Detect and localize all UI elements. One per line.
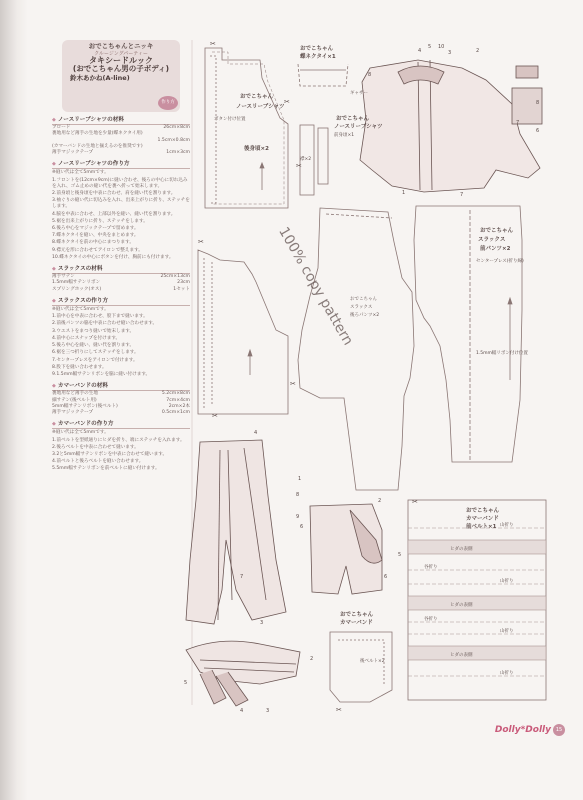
mountain-fold-2: 山折り	[500, 579, 514, 584]
shirt-front-strip	[318, 128, 328, 184]
shirt-front-label-2: ノースリーブシャツ	[334, 124, 383, 130]
slacks-materials-heading: ◆ スラックスの材料	[52, 266, 190, 274]
shirt-front-part: 前身頃×1	[334, 133, 355, 138]
pants-callout: 9	[296, 514, 300, 520]
instruction-step: 6.裾を三つ折りにしてステッチをします。	[52, 350, 139, 356]
belt-callout: 4	[240, 708, 244, 714]
main-subtitle: (おでこちゃん男の子ボディ)	[72, 63, 170, 73]
shirt-back-label-3: 後身頃×2	[244, 146, 269, 152]
cummerbund-front-label-2: カマーバンド	[466, 516, 499, 522]
shorts-illustration	[310, 504, 382, 594]
series-title: おでこちゃんとニッキ	[88, 42, 154, 50]
cummerbund-back-part: 後ベルト×2	[360, 659, 385, 664]
material-size: 26cm×8cm	[163, 125, 190, 131]
mountain-fold-1: 山折り	[500, 523, 514, 528]
shirt-back-pattern	[205, 48, 288, 208]
gather-label: ギャザー	[350, 91, 368, 96]
cummerbund-how-heading: ◆ カマーバンドの作り方	[52, 421, 190, 429]
main-title: タキシードルック	[89, 56, 153, 66]
shirt-callout: 8	[536, 100, 540, 106]
cummerbund-back-pattern	[330, 632, 392, 702]
material-size: 0.5cm×1cm	[161, 409, 190, 415]
shirt-callout: 4	[418, 48, 422, 54]
pleat-label-3: ヒダの表側	[450, 653, 473, 658]
material-size: 5.2cm×8cm	[161, 391, 190, 397]
scissors-icon: ✂	[212, 412, 218, 420]
belt-callout: 3	[266, 708, 270, 714]
bowtie-label-1: おでこちゃん	[300, 46, 333, 52]
slacks-back-name: おでこちゃん	[350, 297, 377, 302]
material-name: (カマーバンドの生地と揃えるのを推奨です)	[52, 143, 143, 149]
pants-callout: 7	[240, 574, 244, 580]
material-name: 1.5mm幅サテンリボン	[52, 280, 101, 286]
instruction-step: 9.襟元を形に合わせてアイロンで整えます。	[52, 247, 143, 253]
pants-callout: 4	[254, 430, 258, 436]
magazine-logo: Dolly*Dolly	[494, 725, 551, 735]
author: 鈴木あかね(A-line)	[70, 73, 130, 82]
cummerbund-back-label-2: カマーバンド	[340, 620, 373, 626]
instruction-step: 7.蝶ネクタイを縫い、中央をまとめます。	[52, 233, 139, 239]
material-size: 23cm	[177, 280, 190, 286]
tape-label: 襟×2	[300, 157, 312, 162]
material-name: 細サテン(後ベルト用)	[52, 397, 97, 403]
pants-callout: 6	[384, 574, 388, 580]
page-number: 15	[553, 724, 565, 736]
button-note: ボタン付け位置	[214, 117, 246, 122]
instruction-step: 1.前ベルトを型紙通りにヒダを折り、端にステッチを入れます。	[52, 437, 185, 443]
belt-callout: 3	[260, 620, 264, 626]
instruction-step: 3.2と5mm幅サテンリボンを中表に合わせて縫います。	[52, 451, 168, 457]
instruction-step: 8.蝶ネクタイを前の中心にまつります。	[52, 240, 134, 246]
instruction-step: 9.1.5mm幅サテンリボンを脇に縫い付けます。	[52, 371, 151, 377]
scissors-icon: ✂	[198, 238, 204, 246]
pleat-label-1: ヒダの表側	[450, 547, 473, 552]
pants-callout: 8	[296, 492, 300, 498]
how-to-badge: 作り方	[158, 96, 178, 110]
pants-callout: 2	[378, 498, 382, 504]
shirt-callout: 7	[516, 120, 520, 126]
pants-illustration	[186, 440, 286, 624]
scissors-icon: ✂	[284, 98, 290, 106]
instruction-step: 4.前ベルトと後ろベルトを縫い合わせます。	[52, 459, 144, 465]
slacks-back-label: 後ろパンツ×2	[350, 313, 380, 318]
slacks-back-pattern	[298, 208, 414, 490]
material-name: 5mm幅サテンリボン(後ベルト)	[52, 403, 118, 409]
shirt-callout: 7	[460, 192, 464, 198]
material-size: 1cm×3cm	[166, 150, 190, 156]
slacks-front-label-1: おでこちゃん	[480, 228, 513, 234]
shirt-callout: 6	[536, 128, 540, 134]
subtitle: クルージングパーティー	[94, 51, 148, 58]
material-size: 2cm×2本	[168, 403, 190, 409]
scissors-icon: ✂	[290, 380, 296, 388]
material-name: 裏地用など薄手の生地を少量(蝶ネクタイ用)	[52, 131, 143, 137]
mountain-fold-3: 山折り	[500, 629, 514, 634]
pants-callout: 1	[298, 476, 302, 482]
belt-callout: 5	[184, 680, 188, 686]
watermark: 100% copy pattern	[275, 224, 356, 349]
mountain-fold-4: 山折り	[500, 671, 514, 676]
instruction-step: 2.前後パンツの脇を中表に合わせ縫い合わせます。	[52, 321, 158, 327]
shirt-back-label-2: ノースリーブシャツ	[236, 104, 285, 110]
instruction-step: 10.蝶ネクタイの中心にボタンを付け、胸前にも付けます。	[52, 254, 174, 260]
instruction-step: 4.前中心にスナップを付けます。	[52, 335, 121, 341]
cummerbund-back-label-1: おでこちゃん	[340, 612, 373, 618]
bowtie-pattern	[298, 64, 348, 86]
material-name: ブロード	[52, 125, 71, 131]
ribbon-note: 1.5mm幅リボン付け位置	[476, 351, 528, 356]
shirt-how-heading: ◆ ノースリーブシャツの作り方	[52, 161, 190, 169]
material-name: 薄手サテン	[52, 274, 75, 280]
pants-callout: 5	[398, 552, 402, 558]
shirt-back-label-1: おでこちゃん	[240, 94, 273, 100]
instruction-step: 1.フロントを(12cm×9cm)に縫い合わせ、後ろの中心に切れ込みを入れ、ゴム止めの縫い代を裏へ折って始末します。	[52, 177, 188, 189]
material-size: 1.5cm×0.8cm	[157, 137, 190, 143]
instruction-step: 1.前中心を中表に合わせ、股下まで縫います。	[52, 314, 148, 320]
instruction-step: 5.後ろ中心を縫い、縫い代を割ります。	[52, 343, 135, 349]
shirt-callout: 5	[428, 44, 432, 50]
center-press-label: センタープレス(折り線)	[476, 259, 524, 264]
material-name: 薄手マジックテープ	[52, 409, 94, 415]
material-name: 薄手マジックテープ	[52, 150, 94, 156]
material-size: 1セット	[173, 286, 190, 292]
cummerbund-front-label-3: 前ベルト×1	[466, 524, 497, 530]
instruction-step: 2.後ろベルトを中表に合わせて縫います。	[52, 444, 139, 450]
instruction-step: 5.裾を出来上がりに折り、ステッチをします。	[52, 218, 148, 224]
slacks-front-pattern	[414, 206, 522, 462]
shirt-materials-heading: ◆ ノースリーブシャツの材料	[52, 117, 190, 125]
instruction-step: ※縫い代は全て5mmです。	[52, 307, 109, 313]
material-name: スプリングホック(オス)	[52, 286, 102, 292]
cummerbund-materials-heading: ◆ カマーバンドの材料	[52, 383, 190, 391]
pleat-label-2: ヒダの表側	[450, 603, 473, 608]
shirt-callout: 10	[438, 44, 445, 50]
scissors-icon: ✂	[210, 40, 216, 48]
slacks-how-heading: ◆ スラックスの作り方	[52, 298, 190, 306]
instruction-step: 6.後ろ中心をマジックテープで留めます。	[52, 226, 139, 232]
instruction-step: ※縫い代は全て5mmです。	[52, 430, 109, 436]
shirt-illustration	[360, 60, 540, 192]
instruction-step: 3.袖ぐりの縫い代に切込みを入れ、出来上がりに折り、ステッチをします。	[52, 198, 190, 210]
instruction-step: 8.股下を縫い合わせます。	[52, 364, 107, 370]
scissors-icon: ✂	[296, 162, 302, 170]
instruction-step: 2.前身頃と後身頃を中表に合わせ、肩を縫い代を割ります。	[52, 191, 176, 197]
shirt-callout: 2	[476, 48, 480, 54]
instruction-step: ※縫い代は全て5mmです。	[52, 170, 109, 176]
instruction-step: 5.5mm幅サテンリボンを前ベルトに縫い付けます。	[52, 466, 160, 472]
valley-fold-2: 谷折り	[424, 617, 438, 622]
belt-callout: 2	[310, 656, 314, 662]
cummerbund-illustration	[186, 641, 300, 706]
shirt-callout: 8	[368, 72, 372, 78]
bowtie-label-2: 蝶ネクタイ×1	[300, 54, 336, 60]
slacks-front-label-3: 前パンツ×2	[480, 246, 511, 252]
instruction-step: 4.脇を中表に合わせ、上部以外を縫い、縫い代を割ります。	[52, 211, 176, 217]
valley-fold-1: 谷折り	[424, 565, 438, 570]
material-name: 裏地用など薄手の生地	[52, 391, 98, 397]
material-size: 7cm×4cm	[166, 397, 190, 403]
shirt-front-label-1: おでこちゃん	[336, 116, 369, 122]
scissors-icon: ✂	[336, 706, 342, 714]
pants-callout: 6	[300, 524, 304, 530]
shirt-callout: 1	[402, 190, 406, 196]
material-size: 25cm×13cm	[160, 274, 190, 280]
scissors-icon: ✂	[412, 498, 418, 506]
instruction-step: 3.ウエストをまつり縫いで始末します。	[52, 328, 135, 334]
slacks-front-label-2: スラックス	[478, 237, 506, 243]
slacks-back-part: スラックス	[350, 305, 373, 310]
cummerbund-front-label-1: おでこちゃん	[466, 508, 499, 514]
shirt-front-pattern	[198, 250, 288, 414]
instruction-step: 7.センタープレスをアイロンで付けます。	[52, 357, 138, 363]
shirt-callout: 3	[448, 50, 452, 56]
